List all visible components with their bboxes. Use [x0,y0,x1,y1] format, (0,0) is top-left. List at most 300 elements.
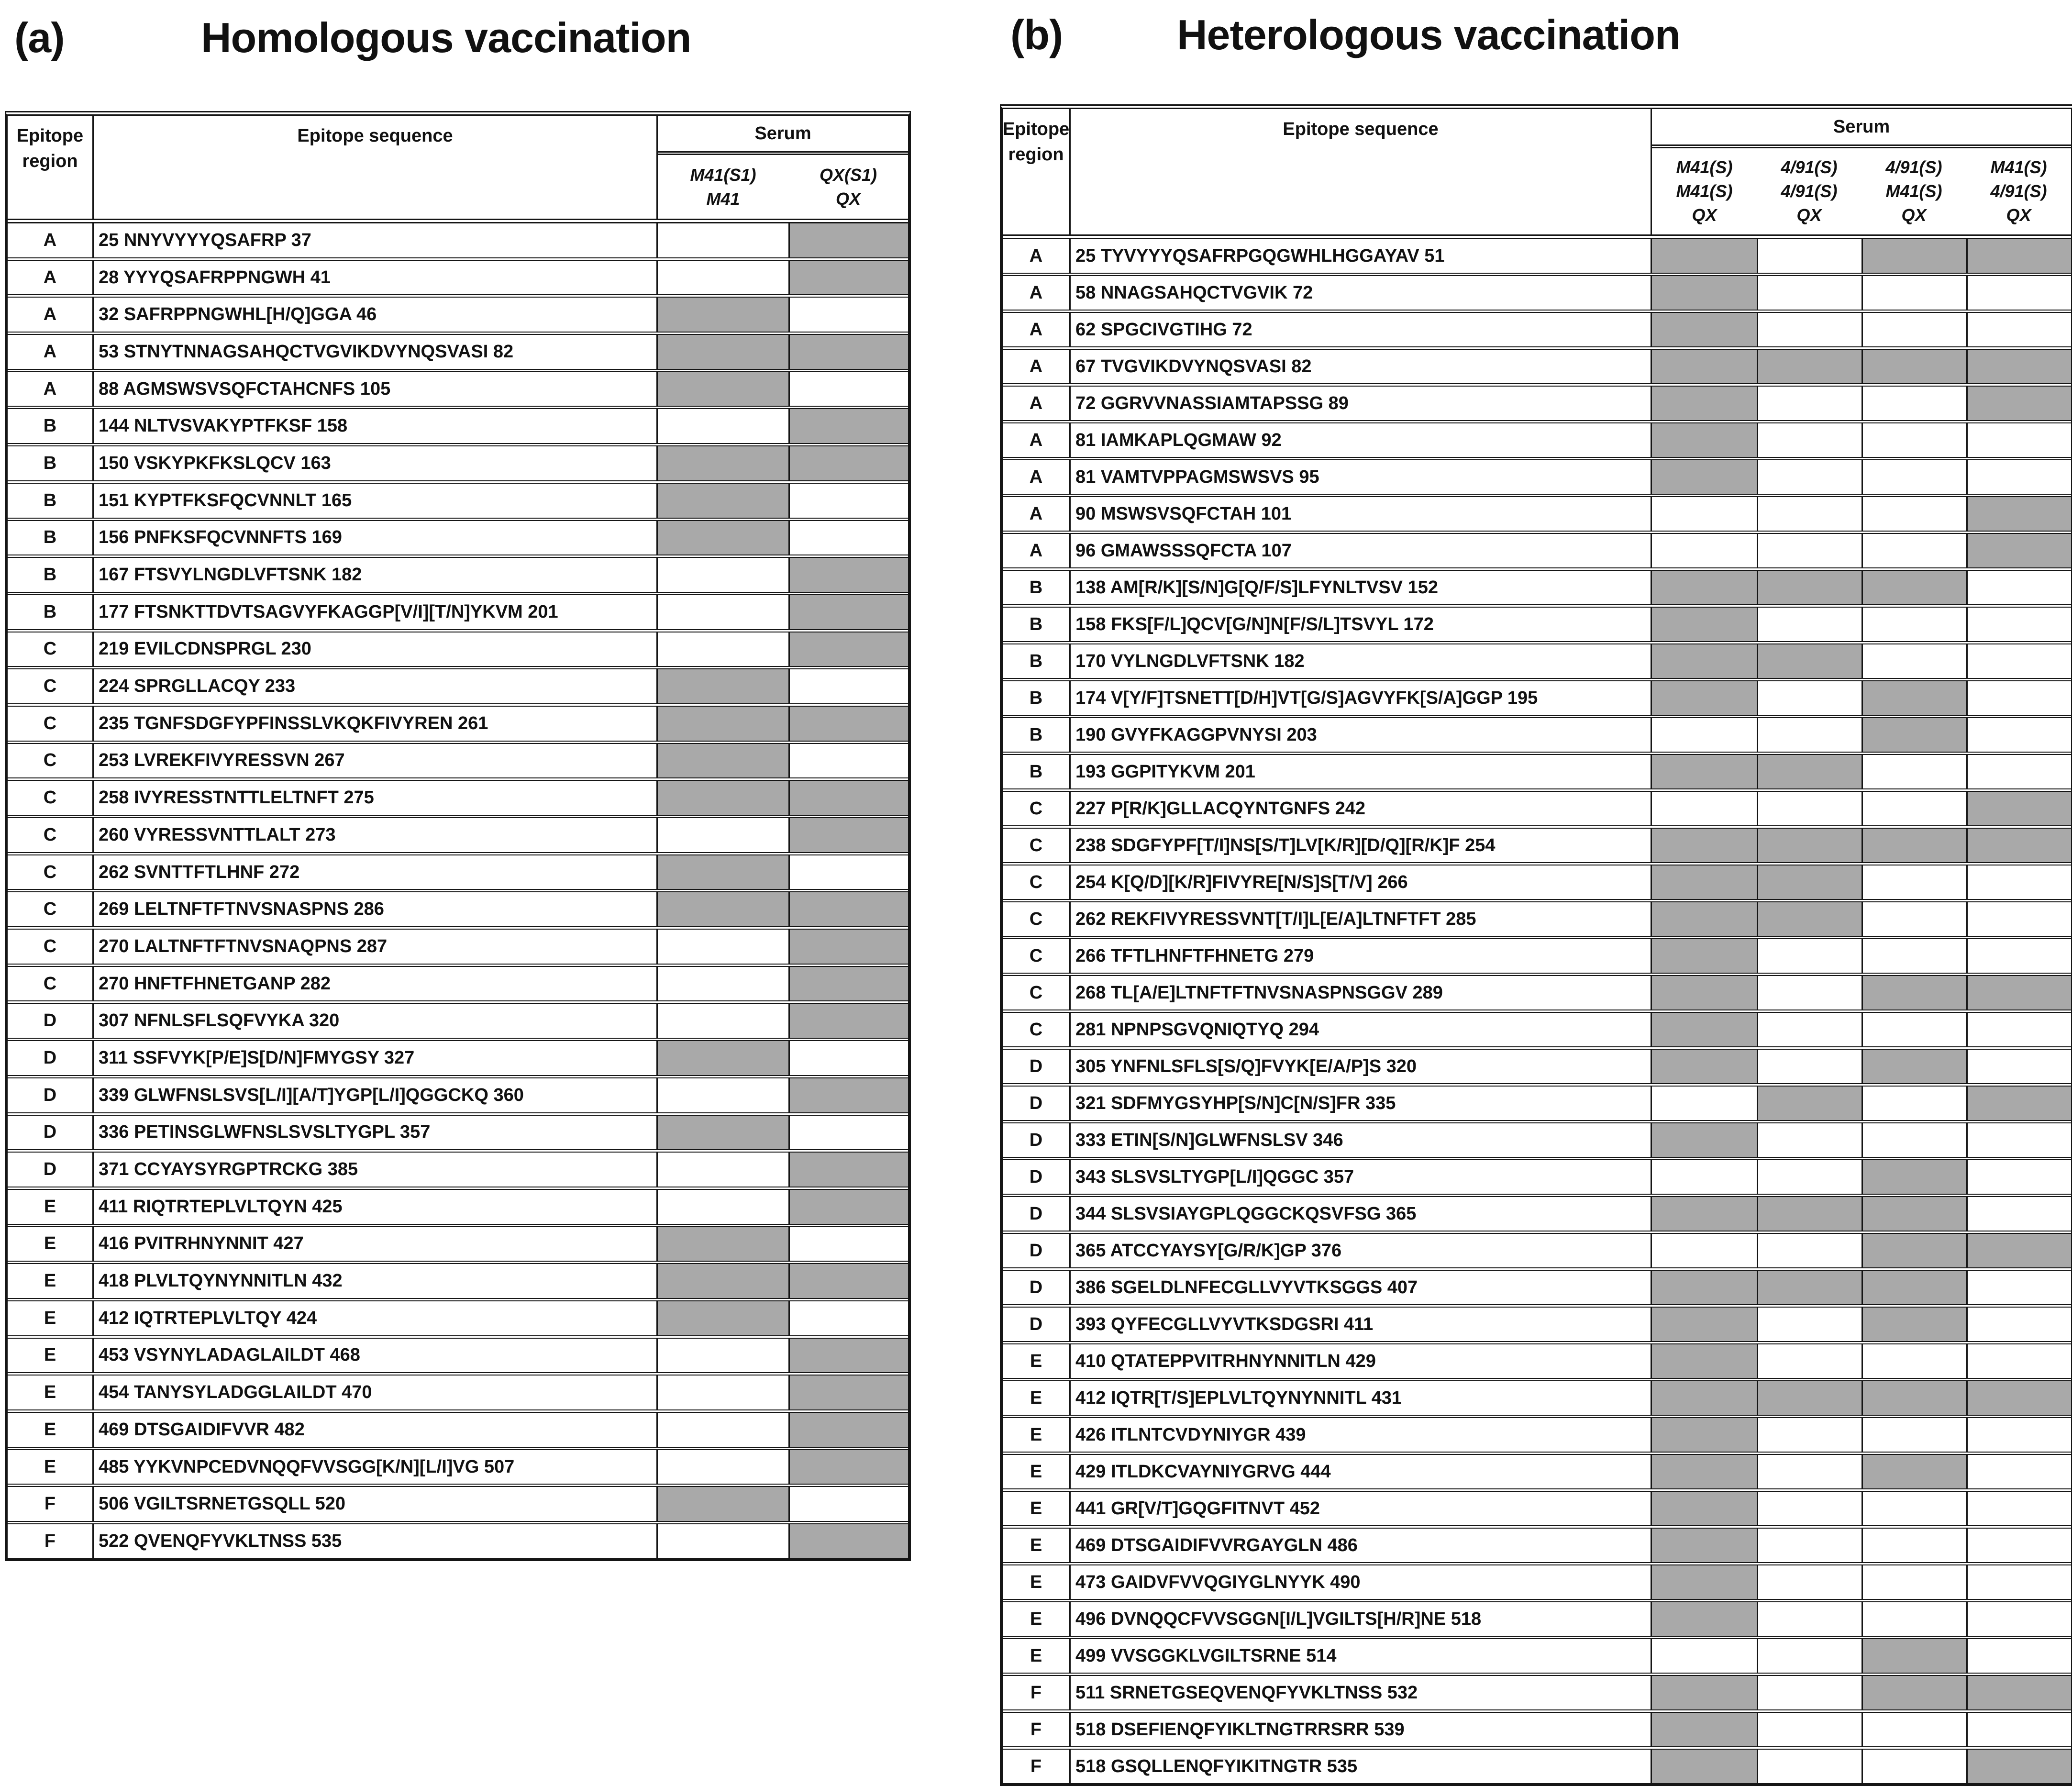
serum-reactive-cell [1757,755,1861,788]
serum-nonreactive-cell [658,409,788,443]
table-row [8,964,908,1001]
epitope-sequence-cell: 167 FTSVYLNGDLVFTSNK 182 [94,558,658,592]
serum-reactive-cell [1861,1160,1966,1194]
serum-nonreactive-cell [1757,1676,1861,1709]
serum-reactive-cell [788,707,908,741]
serum-nonreactive-cell [1861,1529,1966,1562]
epitope-region-cell: C [1003,976,1071,1009]
serum-reactive-cell [1757,1197,1861,1231]
serum-nonreactive-cell [658,261,788,295]
serum-reactive-cell [1966,1750,2071,1783]
epitope-region-cell: B [8,558,94,592]
epitope-region-cell: A [8,223,94,257]
table-row [1003,1746,2071,1783]
serum-reactive-cell [788,632,908,666]
table-row [8,889,908,926]
epitope-region-cell: E [8,1227,94,1261]
table-row [1003,346,2071,383]
epitope-region-cell: B [8,521,94,555]
serum-column-label-line: 4/91(S) [1990,181,2047,201]
epitope-sequence-cell: 469 DTSGAIDIFVVR 482 [94,1413,658,1447]
epitope-sequence-cell: 151 KYPTFKSFQCVNNLT 165 [94,484,658,518]
table-row [1003,936,2071,973]
serum-nonreactive-cell [1966,608,2071,641]
serum-reactive-cell [1652,1197,1757,1231]
serum-reactive-cell [1861,350,1966,383]
serum-nonreactive-cell [1966,1050,2071,1083]
serum-nonreactive-cell [1652,718,1757,752]
epitope-sequence-cell: 393 QYFECGLLVYVTKSDGSRI 411 [1071,1308,1652,1341]
serum-nonreactive-cell [1966,1013,2071,1046]
epitope-region-cell: C [8,930,94,964]
epitope-region-cell: D [1003,1050,1071,1083]
epitope-sequence-cell: 339 GLWFNSLSVS[L/I][A/T]YGP[L/I]QGGCKQ 360 [94,1078,658,1112]
serum-nonreactive-cell [1757,681,1861,715]
serum-reactive-cell [788,1450,908,1484]
serum-column-label [1757,148,1861,234]
epitope-sequence-cell: 522 QVENQFYVKLTNSS 535 [94,1524,658,1558]
epitope-sequence-cell: 227 P[R/K]GLLACQYNTGNFS 242 [1071,792,1652,825]
serum-reactive-cell [1861,1234,1966,1267]
table-row [1003,1083,2071,1120]
epitope-sequence-cell: 454 TANYSYLADGGLAILDT 470 [94,1376,658,1409]
table-row [1003,1157,2071,1194]
epitope-sequence-cell: 81 IAMKAPLQGMAW 92 [1071,423,1652,457]
table-row [8,1261,908,1298]
table-row [8,815,908,852]
epitope-region-header [8,116,94,219]
epitope-sequence-cell: 81 VAMTVPPAGMSWSVS 95 [1071,460,1652,494]
serum-nonreactive-cell [1966,1123,2071,1157]
serum-column-label-line: QX(S1) [819,165,877,185]
epitope-sequence-cell: 269 LELTNFTFTNVSNASPNS 286 [94,892,658,926]
epitope-sequence-cell: 158 FKS[F/L]QCV[G/N]N[F/S/L]TSVYL 172 [1071,608,1652,641]
epitope-sequence-cell: 262 REKFIVYRESSVNT[T/I]L[E/A]LTNFTFT 285 [1071,902,1652,936]
serum-reactive-cell [1966,534,2071,567]
epitope-region-cell: B [8,446,94,480]
serum-nonreactive-cell [788,1227,908,1261]
serum-nonreactive-cell [1966,1639,2071,1673]
table-row [8,332,908,369]
serum-reactive-cell [1652,1271,1757,1304]
serum-nonreactive-cell [1757,1455,1861,1488]
serum-nonreactive-cell [1757,534,1861,567]
epitope-sequence-cell: 58 NNAGSAHQCTVGVIK 72 [1071,276,1652,310]
serum-nonreactive-cell [1861,460,1966,494]
table-row [1003,1673,2071,1709]
serum-nonreactive-cell [658,1450,788,1484]
table-row [8,1521,908,1558]
epitope-region-cell: C [1003,792,1071,825]
epitope-region-cell: D [1003,1160,1071,1194]
serum-reactive-cell [1861,1381,1966,1415]
serum-nonreactive-cell [658,1524,788,1558]
serum-title: Serum [658,116,908,155]
epitope-sequence-cell: 258 IVYRESSTNTTLELTNFT 275 [94,781,658,815]
epitope-region-cell: E [8,1190,94,1224]
epitope-sequence-cell: 28 YYYQSAFRPPNGWH 41 [94,261,658,295]
epitope-region-cell: C [1003,865,1071,899]
epitope-region-cell: B [1003,644,1071,678]
epitope-sequence-cell: 253 LVREKFIVYRESSVN 267 [94,744,658,778]
table-row [1003,825,2071,862]
serum-nonreactive-cell [658,1339,788,1373]
epitope-sequence-cell: 311 SSFVYK[P/E]S[D/N]FMYGSY 327 [94,1041,658,1075]
table-row [1003,494,2071,531]
serum-nonreactive-cell [1861,755,1966,788]
table-row [1003,1194,2071,1231]
serum-reactive-cell [1861,718,1966,752]
serum-column-label-line: M41(S) [1990,157,2047,177]
epitope-region-cell: C [8,855,94,889]
epitope-region-cell: C [8,707,94,741]
serum-reactive-cell [1757,829,1861,862]
serum-column-label-line: M41(S1) [690,165,756,185]
serum-reactive-cell [658,744,788,778]
serum-column-label-line: 4/91(S) [1781,181,1838,201]
table-row [1003,862,2071,899]
serum-reactive-cell [1757,1087,1861,1120]
serum-reactive-cell [1652,1050,1757,1083]
serum-reactive-cell [658,298,788,332]
heterologous-table [1000,104,2072,1786]
serum-nonreactive-cell [1966,1271,2071,1304]
serum-nonreactive-cell [1966,1565,2071,1599]
epitope-sequence-cell: 254 K[Q/D][K/R]FIVYRE[N/S]S[T/V] 266 [1071,865,1652,899]
serum-nonreactive-cell [1757,1565,1861,1599]
epitope-sequence-cell: 32 SAFRPPNGWHL[H/Q]GGA 46 [94,298,658,332]
table-row [1003,1231,2071,1267]
serum-column-label-line: QX [835,189,861,209]
epitope-region-cell: A [1003,387,1071,420]
epitope-sequence-cell: 429 ITLDKCVAYNIYGRVG 444 [1071,1455,1652,1488]
serum-nonreactive-cell [1966,1197,2071,1231]
serum-nonreactive-cell [788,744,908,778]
epitope-sequence-cell: 365 ATCCYAYSY[G/R/K]GP 376 [1071,1234,1652,1267]
table-row [8,1038,908,1075]
table-row [8,555,908,592]
epitope-sequence-header [1071,109,1652,234]
epitope-region-cell: E [1003,1639,1071,1673]
serum-reactive-cell [788,261,908,295]
serum-reactive-cell [1966,976,2071,1009]
epitope-sequence-cell: 321 SDFMYGSYHP[S/N]C[N/S]FR 335 [1071,1087,1652,1120]
serum-reactive-cell [1861,1050,1966,1083]
header-text: Epitope [16,126,84,146]
serum-reactive-cell [788,558,908,592]
table-row [1003,899,2071,936]
serum-nonreactive-cell [1966,1160,2071,1194]
serum-nonreactive-cell [1652,534,1757,567]
serum-nonreactive-cell [658,967,788,1001]
epitope-sequence-cell: 150 VSKYPKFKSLQCV 163 [94,446,658,480]
serum-nonreactive-cell [1757,387,1861,420]
serum-column-label-line: QX [2006,205,2031,225]
serum-nonreactive-cell [658,632,788,666]
serum-nonreactive-cell [1757,1308,1861,1341]
table-row [1003,1009,2071,1046]
table-row [8,666,908,703]
epitope-region-cell: E [1003,1344,1071,1378]
serum-reactive-cell [1652,387,1757,420]
serum-nonreactive-cell [1757,1050,1861,1083]
serum-nonreactive-cell [1861,313,1966,346]
serum-reactive-cell [1966,350,2071,383]
epitope-sequence-cell: 170 VYLNGDLVFTSNK 182 [1071,644,1652,678]
serum-nonreactive-cell [658,558,788,592]
serum-header [1652,109,2071,234]
serum-nonreactive-cell [1966,1602,2071,1636]
serum-nonreactive-cell [788,1116,908,1150]
epitope-sequence-cell: 499 VVSGGKLVGILTSRNE 514 [1071,1639,1652,1673]
serum-column-label-line: 4/91(S) [1781,157,1838,177]
serum-nonreactive-cell [1652,792,1757,825]
serum-reactive-cell [1652,1013,1757,1046]
serum-reactive-cell [658,781,788,815]
serum-nonreactive-cell [1966,423,2071,457]
table-header [8,116,908,223]
serum-reactive-cell [1757,865,1861,899]
serum-reactive-cell [788,1413,908,1447]
serum-reactive-cell [1652,976,1757,1009]
epitope-region-cell: C [8,892,94,926]
header-text: region [1008,144,1064,165]
epitope-sequence-cell: 96 GMAWSSSQFCTA 107 [1071,534,1652,567]
epitope-region-cell: A [1003,350,1071,383]
epitope-sequence-cell: 25 TYVYYYQSAFRPGQGWHLHGGAYAV 51 [1071,239,1652,273]
header-text: Epitope sequence [1283,119,1439,139]
epitope-sequence-cell: 412 IQTRTEPLVLTQY 424 [94,1301,658,1335]
epitope-region-cell: E [8,1301,94,1335]
epitope-region-cell: C [1003,902,1071,936]
header-text: Epitope sequence [297,126,453,146]
serum-nonreactive-cell [1757,1602,1861,1636]
table-row [8,518,908,555]
epitope-region-cell: D [8,1004,94,1038]
epitope-region-cell: B [1003,755,1071,788]
table-row [1003,715,2071,752]
epitope-region-cell: B [1003,571,1071,604]
serum-reactive-cell [1861,1308,1966,1341]
serum-reactive-cell [788,781,908,815]
serum-reactive-cell [658,669,788,703]
table-row [8,257,908,295]
epitope-region-cell: A [1003,460,1071,494]
serum-reactive-cell [1652,1418,1757,1452]
serum-column-label-line: 4/91(S) [1885,157,1942,177]
serum-nonreactive-cell [788,1041,908,1075]
table-row [8,1224,908,1261]
epitope-sequence-cell: 138 AM[R/K][S/N]G[Q/F/S]LFYNLTVSV 152 [1071,571,1652,604]
table-row [8,1149,908,1187]
epitope-sequence-cell: 344 SLSVSIAYGPLQGGCKQSVFSG 365 [1071,1197,1652,1231]
serum-column-label-line: M41(S) [1676,157,1733,177]
table-row [8,1409,908,1447]
epitope-region-cell: D [1003,1197,1071,1231]
serum-nonreactive-cell [1652,1160,1757,1194]
table-row [1003,604,2071,641]
table-row [8,443,908,480]
epitope-sequence-cell: 511 SRNETGSEQVENQFYVKLTNSS 532 [1071,1676,1652,1709]
table-row [1003,1636,2071,1673]
epitope-sequence-cell: 270 HNFTFHNETGANP 282 [94,967,658,1001]
serum-reactive-cell [788,892,908,926]
epitope-region-cell: B [1003,608,1071,641]
table-row [1003,1120,2071,1157]
epitope-sequence-cell: 270 LALTNFTFTNVSNAQPNS 287 [94,930,658,964]
serum-nonreactive-cell [1757,1639,1861,1673]
epitope-region-cell: D [1003,1123,1071,1157]
serum-reactive-cell [658,1041,788,1075]
serum-nonreactive-cell [1757,939,1861,973]
table-row [1003,383,2071,420]
table-row [1003,678,2071,715]
epitope-region-cell: A [8,335,94,369]
serum-reactive-cell [658,855,788,889]
serum-reactive-cell [1966,1381,2071,1415]
table-row [8,294,908,332]
serum-nonreactive-cell [1966,1492,2071,1525]
serum-reactive-cell [1652,276,1757,310]
epitope-region-cell: E [1003,1381,1071,1415]
serum-nonreactive-cell [1861,939,1966,973]
serum-nonreactive-cell [1861,1492,1966,1525]
epitope-sequence-cell: 268 TL[A/E]LTNFTFTNVSNASPNSGGV 289 [1071,976,1652,1009]
epitope-region-cell: D [8,1041,94,1075]
serum-reactive-cell [658,707,788,741]
table-row [1003,1267,2071,1304]
serum-column-label [1966,148,2071,234]
serum-reactive-cell [1757,571,1861,604]
epitope-sequence-cell: 371 CCYAYSYRGPTRCKG 385 [94,1153,658,1187]
serum-nonreactive-cell [1861,1087,1966,1120]
serum-nonreactive-cell [1757,423,1861,457]
serum-nonreactive-cell [788,1301,908,1335]
serum-reactive-cell [1652,350,1757,383]
serum-reactive-cell [1966,1087,2071,1120]
epitope-sequence-cell: 305 YNFNLSFLS[S/Q]FVYK[E/A/P]S 320 [1071,1050,1652,1083]
epitope-sequence-cell: 418 PLVLTQYNYNNITLN 432 [94,1264,658,1298]
serum-nonreactive-cell [1966,1529,2071,1562]
table-row [1003,1304,2071,1341]
serum-nonreactive-cell [1861,276,1966,310]
epitope-region-cell: C [8,967,94,1001]
serum-reactive-cell [788,967,908,1001]
serum-nonreactive-cell [1861,1013,1966,1046]
epitope-sequence-cell: 416 PVITRHNYNNIT 427 [94,1227,658,1261]
serum-reactive-cell [1652,865,1757,899]
serum-nonreactive-cell [1966,1418,2071,1452]
epitope-sequence-cell: 506 VGILTSRNETGSQLL 520 [94,1487,658,1521]
serum-nonreactive-cell [658,1190,788,1224]
serum-reactive-cell [658,1487,788,1521]
serum-column-label-line: QX [1692,205,1717,225]
serum-nonreactive-cell [1861,534,1966,567]
serum-nonreactive-cell [1652,1087,1757,1120]
serum-nonreactive-cell [1966,276,2071,310]
serum-nonreactive-cell [1757,276,1861,310]
epitope-region-cell: A [1003,534,1071,567]
table-row [1003,788,2071,825]
serum-nonreactive-cell [788,855,908,889]
epitope-sequence-cell: 260 VYRESSVNTTLALT 273 [94,818,658,852]
table-row [1003,973,2071,1009]
serum-nonreactive-cell [788,484,908,518]
serum-reactive-cell [1652,608,1757,641]
serum-reactive-cell [788,335,908,369]
epitope-sequence-cell: 193 GGPITYKVM 201 [1071,755,1652,788]
serum-column-label [788,155,908,219]
epitope-region-cell: C [8,669,94,703]
serum-nonreactive-cell [658,595,788,629]
serum-nonreactive-cell [1966,644,2071,678]
serum-nonreactive-cell [1861,792,1966,825]
serum-reactive-cell [788,1339,908,1373]
table-row [8,703,908,741]
serum-column-label-line: M41(S) [1676,181,1733,201]
serum-nonreactive-cell [1861,608,1966,641]
table-row [8,1447,908,1484]
header-text: Epitope [1002,119,1070,139]
serum-reactive-cell [1757,1381,1861,1415]
epitope-region-header [1003,109,1071,234]
serum-nonreactive-cell [1757,313,1861,346]
table-row [8,852,908,889]
serum-reactive-cell [1652,829,1757,862]
serum-nonreactive-cell [1966,1344,2071,1378]
table-row [8,1075,908,1112]
serum-reactive-cell [788,595,908,629]
table-row [1003,420,2071,457]
table-row [8,369,908,406]
serum-nonreactive-cell [658,223,788,257]
epitope-sequence-cell: 410 QTATEPPVITRHNYNNITLN 429 [1071,1344,1652,1378]
epitope-region-cell: A [8,372,94,406]
epitope-region-cell: C [8,818,94,852]
serum-reactive-cell [1652,1455,1757,1488]
epitope-region-cell: A [1003,423,1071,457]
epitope-region-cell: D [1003,1308,1071,1341]
serum-reactive-cell [1861,1639,1966,1673]
epitope-sequence-cell: 453 VSYNYLADAGLAILDT 468 [94,1339,658,1373]
serum-nonreactive-cell [1861,1565,1966,1599]
epitope-region-cell: E [1003,1418,1071,1452]
serum-column-label [658,155,788,219]
serum-reactive-cell [788,1078,908,1112]
serum-nonreactive-cell [1966,1713,2071,1746]
serum-column-label [1861,148,1966,234]
epitope-region-cell: D [8,1153,94,1187]
epitope-region-cell: C [8,632,94,666]
table-row [8,406,908,443]
table-row [1003,1562,2071,1599]
epitope-sequence-cell: 177 FTSNKTTDVTSAGVYFKAGGP[V/I][T/N]YKVM 201 [94,595,658,629]
panel-a-title: Homologous vaccination [201,14,691,61]
table-row [1003,1599,2071,1636]
serum-nonreactive-cell [788,669,908,703]
epitope-sequence-cell: 144 NLTVSVAKYPTFKSF 158 [94,409,658,443]
serum-reactive-cell [788,818,908,852]
serum-nonreactive-cell [1652,497,1757,531]
serum-reactive-cell [1861,1455,1966,1488]
table-row [1003,1046,2071,1083]
header-text: region [22,151,78,172]
serum-subcolumns [658,155,908,219]
table-row [1003,310,2071,346]
serum-reactive-cell [788,1376,908,1409]
epitope-sequence-cell: 336 PETINSGLWFNSLSVSLTYGPL 357 [94,1116,658,1150]
epitope-sequence-cell: 190 GVYFKAGGPVNYSI 203 [1071,718,1652,752]
